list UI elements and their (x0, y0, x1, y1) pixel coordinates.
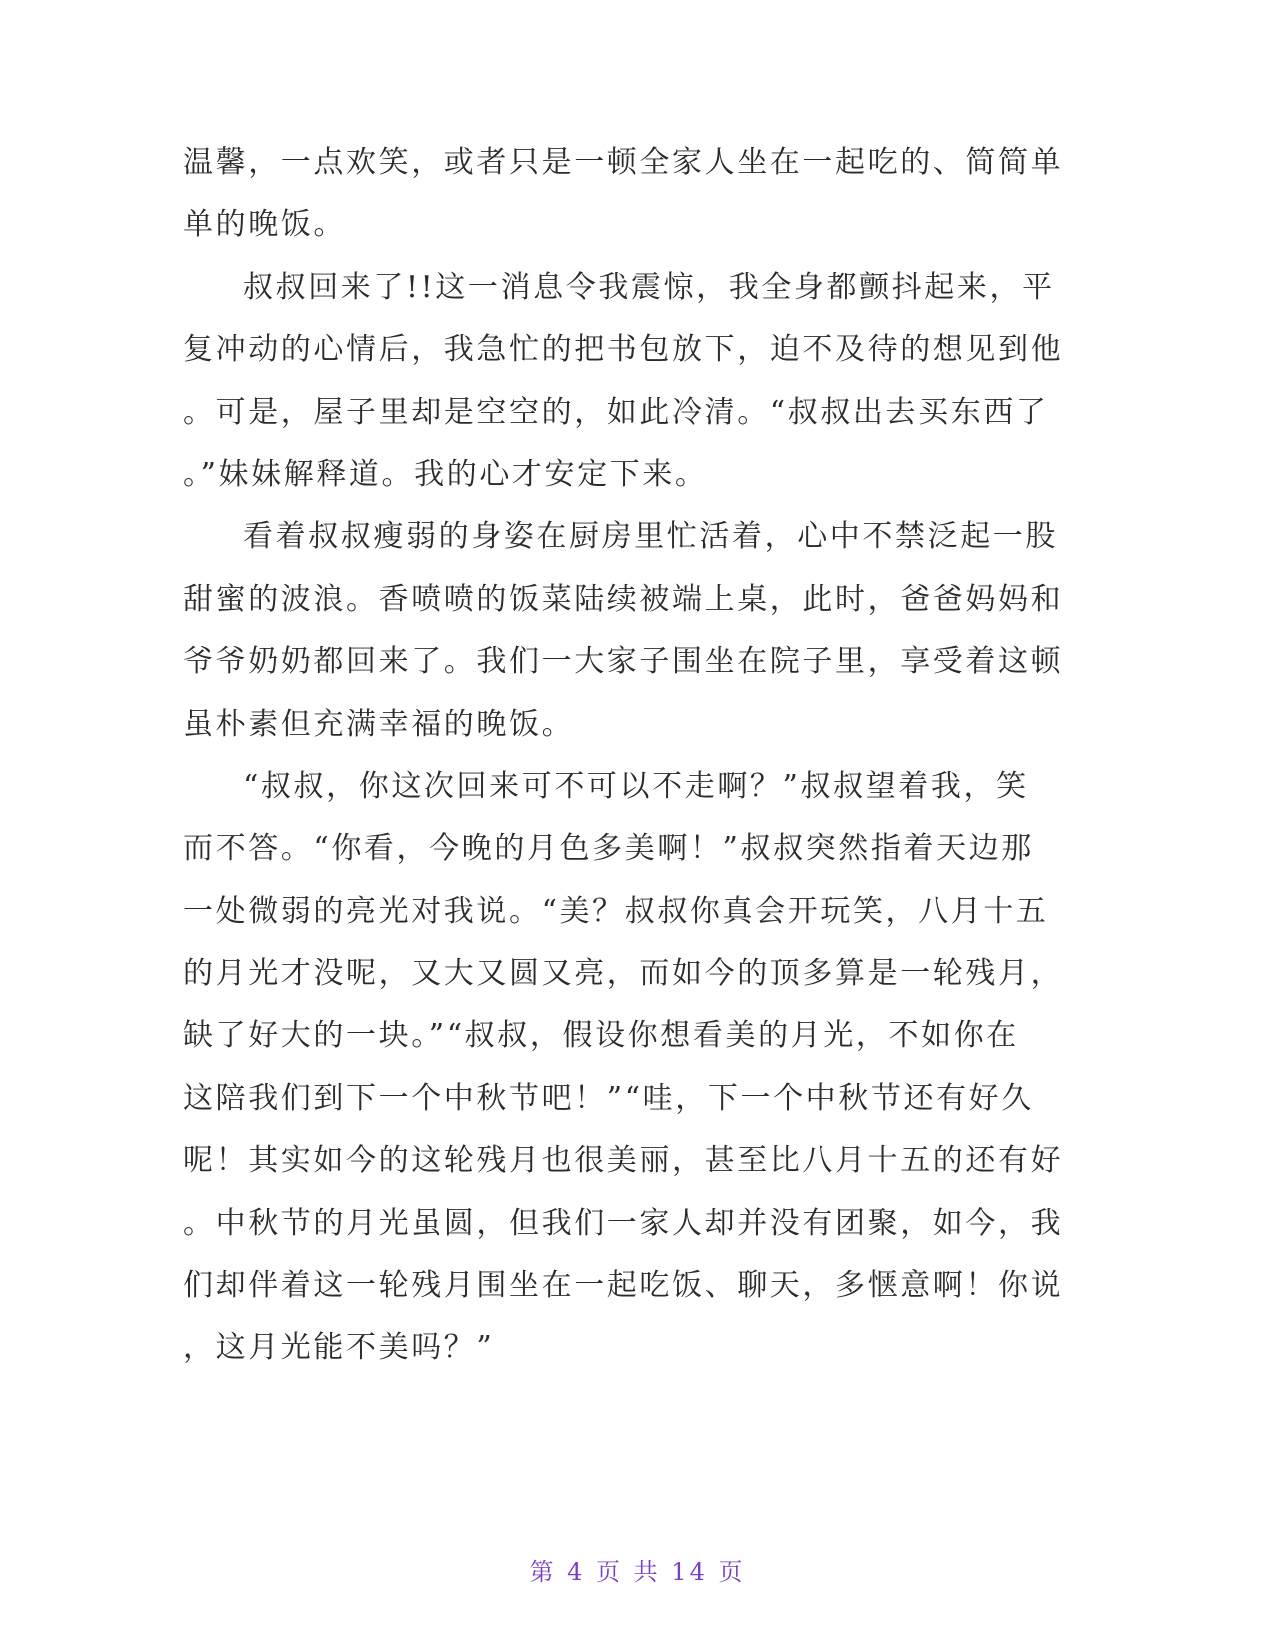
text-line: 爷爷奶奶都回来了。我们一大家子围坐在院子里，享受着这顿 (183, 644, 1064, 680)
text-line: 虽朴素但充满幸福的晚饭。 (183, 706, 575, 742)
text-line: 甜蜜的波浪。香喷喷的饭菜陆续被端上桌，此时，爸爸妈妈和 (183, 581, 1064, 617)
text-line: 复冲动的心情后，我急忙的把书包放下，迫不及待的想见到他 (183, 332, 1064, 368)
text-line: 呢！其实如今的这轮残月也很美丽，甚至比八月十五的还有好 (183, 1143, 1064, 1179)
text-line: 单的晚饭。 (183, 207, 346, 243)
text-line: 一处微弱的亮光对我说。“美？叔叔你真会开玩笑，八月十五 (183, 893, 1049, 929)
text-line: 叔叔回来了!!这一消息令我震惊，我全身都颤抖起来，平 (243, 269, 1055, 305)
text-line: 。中秋节的月光虽圆，但我们一家人却并没有团聚，如今，我 (183, 1205, 1064, 1241)
document-body (183, 132, 1064, 1380)
text-line: 温馨，一点欢笑，或者只是一顿全家人坐在一起吃的、简简单 (183, 145, 1064, 180)
page-number-footer: 第 4 页 共 14 页 (529, 1558, 746, 1586)
text-line: 这陪我们到下一个中秋节吧！”“哇，下一个中秋节还有好久 (183, 1080, 1034, 1116)
text-line: 看着叔叔瘦弱的身姿在厨房里忙活着，心中不禁泛起一股 (243, 519, 1058, 555)
text-line: 的月光才没呢，又大又圆又亮，而如今的顶多算是一轮残月， (183, 956, 1064, 992)
text-line: ，这月光能不美吗？” (183, 1330, 495, 1366)
text-line: 而不答。“你看，今晚的月色多美啊！”叔叔突然指着天边那 (183, 831, 1034, 867)
text-line: 们却伴着这一轮残月围坐在一起吃饭、聊天，多惬意啊！你说 (183, 1268, 1064, 1304)
text-line: 。可是，屋子里却是空空的，如此冷清。“叔叔出去买东西了 (183, 394, 1049, 430)
text-line: 缺了好大的一块。”“叔叔，假设你想看美的月光，不如你在 (183, 1018, 1019, 1054)
text-line: 。”妹妹解释道。我的心才安定下来。 (183, 456, 708, 492)
text-line: “叔叔，你这次回来可不可以不走啊？”叔叔望着我，笑 (243, 768, 1029, 804)
